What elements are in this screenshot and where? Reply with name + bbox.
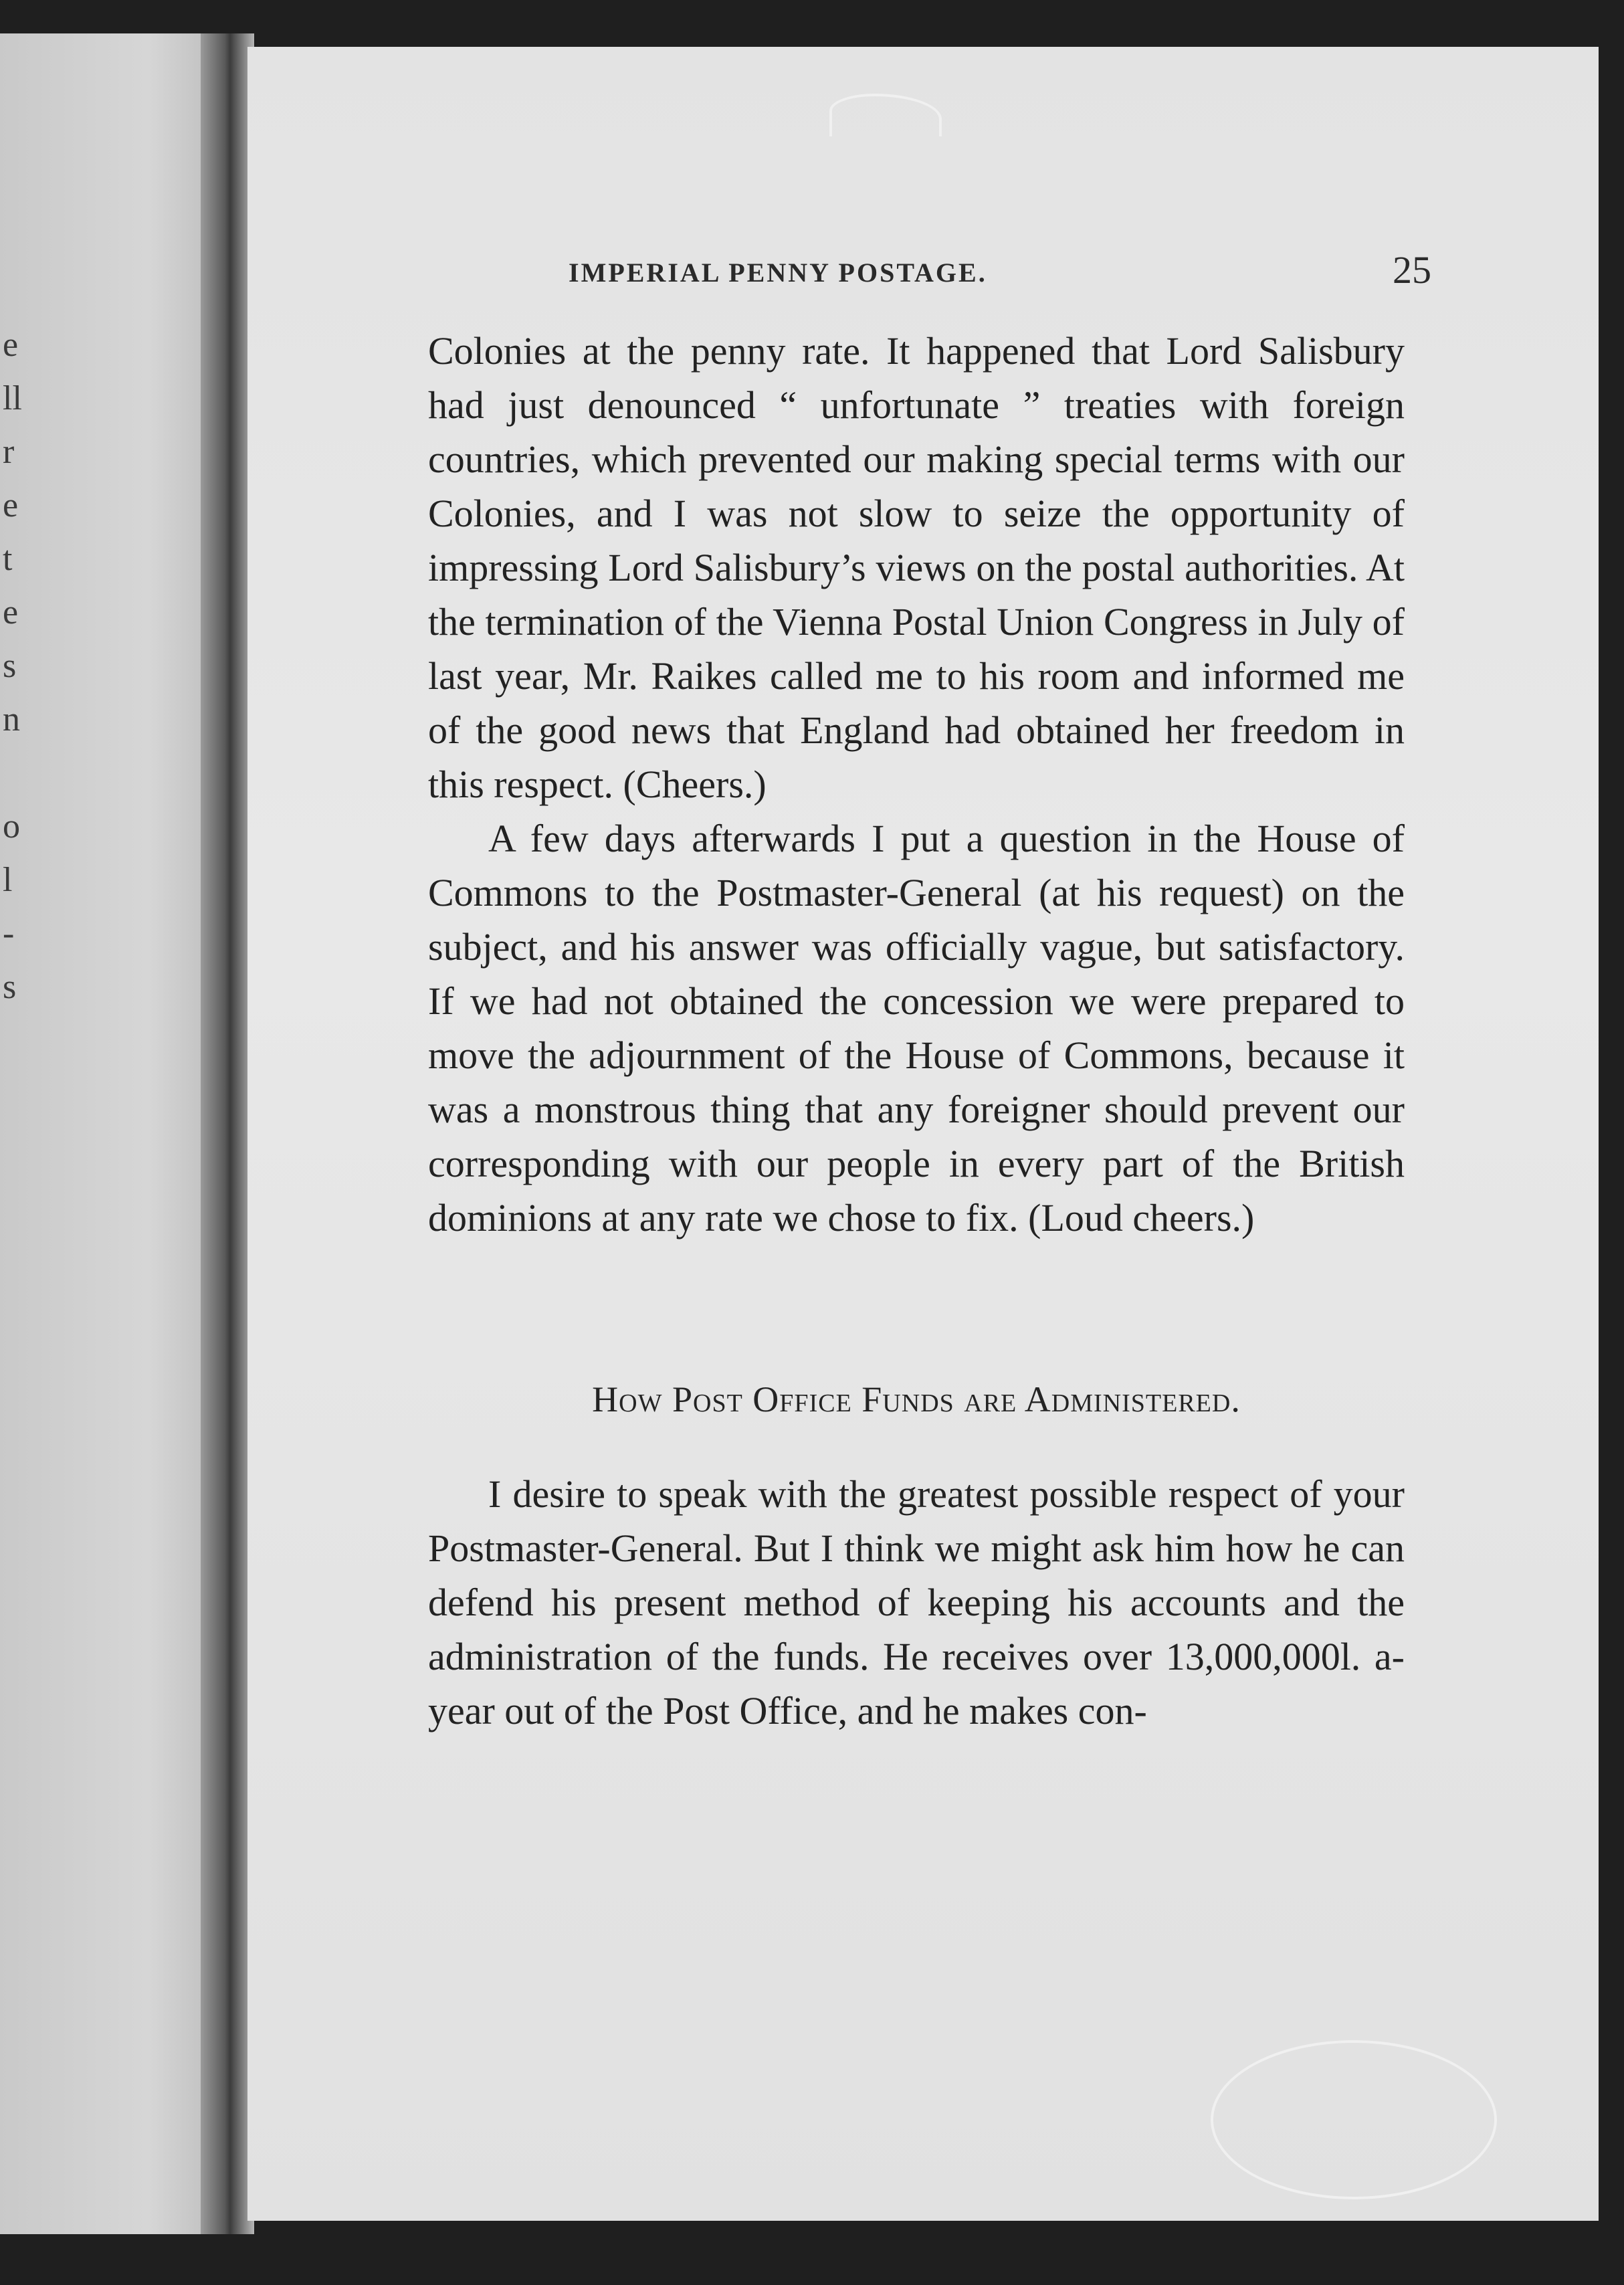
page-content [428,247,1431,1738]
left-page-fragment: l [3,861,13,899]
left-page-fragment: e [3,593,19,631]
left-page-fragment: e [3,326,19,364]
running-head [428,247,1431,301]
left-page-fragment: s [3,647,17,685]
book-gutter [201,33,254,2234]
left-page-fragment: n [3,700,20,738]
left-page-fragment: t [3,540,13,578]
body-paragraph: A few days afterwards I put a question in the House of Commons to the Postmaster-General (at his request) on the subject, and his answer was officially vague, but satisfactory. If we had not obtained the concession we were prepared to move the adjournment of the House of Commons, because it was a monstrous thing that any foreigner should prevent our corresponding with our people in every part of the British dominions at any rate we chose to fix. (Loud cheers.) [428,817,1405,1239]
left-page-fragment: e [3,486,19,524]
left-page-fragment: - [3,914,15,953]
running-title: IMPERIAL PENNY POSTAGE. [569,258,987,288]
section-heading: How Post Office Funds are Administered. [592,1379,1241,1419]
book-page [247,47,1599,2221]
page-number: 25 [1393,248,1431,292]
left-page-fragment: ll [3,379,22,417]
scan-smudge [1211,2040,1497,2199]
scan-smudge [829,94,942,136]
left-page-fragment: s [3,968,17,1006]
left-page-fragment: o [3,807,20,846]
body-paragraph: Colonies at the penny rate. It happened that Lord Salisbury had just denounced “ unfortunate ” treaties with foreign countries, which prevented our making special terms with our Colonies, and I was not slow to seize the opportunity of impressing Lord Salisbury’s views on the postal authorities. At the termination of the Vienna Postal Union Congress in July of last year, Mr. Raikes called me to his room and informed me of the good news that England had obtained her freedom in this respect. (Cheers.) [428,329,1405,806]
left-page-fragment: r [3,433,15,471]
body-paragraph: I desire to speak with the greatest possible respect of your Postmaster-General. But I think we might ask him how he can defend his present method of keeping his accounts and the administration of the funds. He receives over 13,000,000l. a-year out of the Post Office, and he makes con- [428,1472,1405,1732]
